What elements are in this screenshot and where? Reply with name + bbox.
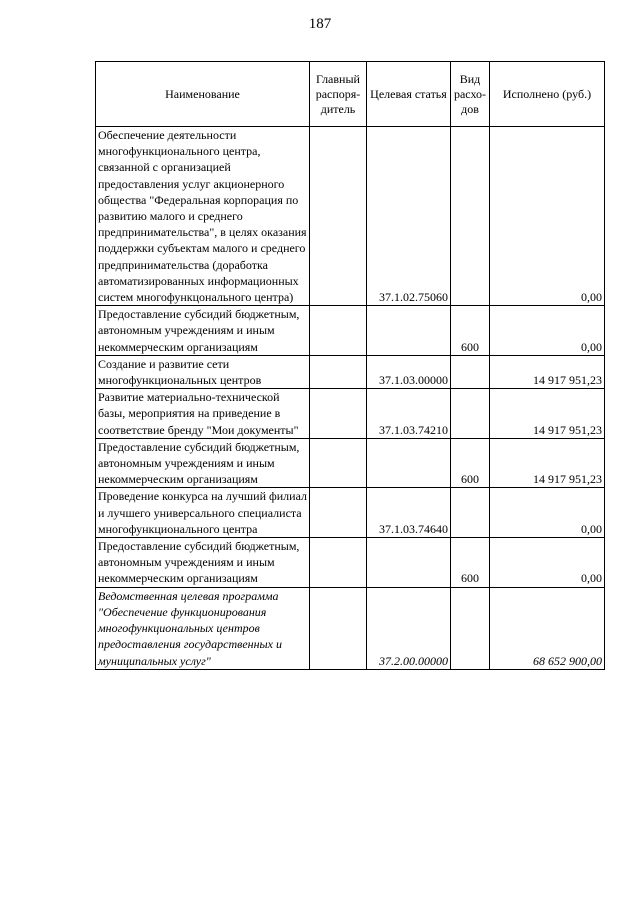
table-row [96, 438, 605, 488]
cell-target [367, 438, 451, 488]
header-type: Вид расхо-дов [451, 62, 490, 127]
cell-type [451, 389, 490, 439]
table-header-row [96, 62, 605, 127]
cell-name: Ведомственная целевая программа "Обеспечение функционирования многофункциональных центров предоставления государственных и муниципальных услуг" [96, 587, 310, 669]
header-admin: Главный распоря-дитель [310, 62, 367, 127]
cell-name: Проведение конкурса на лучший филиал и лучшего универсального специалиста многофункционального центра [96, 488, 310, 538]
cell-admin [310, 127, 367, 306]
cell-admin [310, 538, 367, 588]
cell-target: 37.2.00.00000 [367, 587, 451, 669]
cell-target [367, 538, 451, 588]
cell-admin [310, 438, 367, 488]
table-row [96, 538, 605, 588]
cell-admin [310, 306, 367, 356]
table-row [96, 389, 605, 439]
cell-name: Развитие материально-технической базы, мероприятия на приведение в соответствие бренду "Мои документы" [96, 389, 310, 439]
table-row [96, 306, 605, 356]
cell-type [451, 127, 490, 306]
cell-type: 600 [451, 538, 490, 588]
table-row [96, 587, 605, 669]
page-number: 187 [308, 16, 332, 32]
cell-done: 0,00 [490, 306, 605, 356]
cell-done: 0,00 [490, 538, 605, 588]
cell-admin [310, 488, 367, 538]
cell-name: Предоставление субсидий бюджетным, автономным учреждениям и иным некоммерческим организациям [96, 438, 310, 488]
cell-name: Создание и развитие сети многофункциональных центров [96, 355, 310, 388]
cell-admin [310, 587, 367, 669]
header-target: Целевая статья [367, 62, 451, 127]
cell-target: 37.1.03.74640 [367, 488, 451, 538]
cell-type [451, 355, 490, 388]
cell-name: Обеспечение деятельности многофункционального центра, связанной с организацией предоставления услуг акционерного общества "Федеральная корпорация по развитию малого и среднего предпринимательства", в целях оказания поддержки субъектам малого и среднего предпринимательства (доработка автоматизированных информационных систем многофункцонального центра) [96, 127, 310, 306]
cell-target: 37.1.03.74210 [367, 389, 451, 439]
cell-done: 0,00 [490, 488, 605, 538]
cell-done: 14 917 951,23 [490, 389, 605, 439]
cell-target: 37.1.03.00000 [367, 355, 451, 388]
cell-done: 68 652 900,00 [490, 587, 605, 669]
cell-type [451, 587, 490, 669]
cell-target: 37.1.02.75060 [367, 127, 451, 306]
cell-type: 600 [451, 438, 490, 488]
table-row [96, 355, 605, 388]
budget-execution-table [95, 61, 605, 670]
cell-name: Предоставление субсидий бюджетным, автономным учреждениям и иным некоммерческим организациям [96, 306, 310, 356]
cell-done: 0,00 [490, 127, 605, 306]
cell-done: 14 917 951,23 [490, 438, 605, 488]
table-body [96, 127, 605, 670]
cell-type [451, 488, 490, 538]
cell-type: 600 [451, 306, 490, 356]
cell-admin [310, 355, 367, 388]
cell-name: Предоставление субсидий бюджетным, автономным учреждениям и иным некоммерческим организациям [96, 538, 310, 588]
cell-admin [310, 389, 367, 439]
cell-done: 14 917 951,23 [490, 355, 605, 388]
header-name: Наименование [96, 62, 310, 127]
cell-target [367, 306, 451, 356]
table-row [96, 488, 605, 538]
table-row [96, 127, 605, 306]
header-done: Исполнено (руб.) [490, 62, 605, 127]
